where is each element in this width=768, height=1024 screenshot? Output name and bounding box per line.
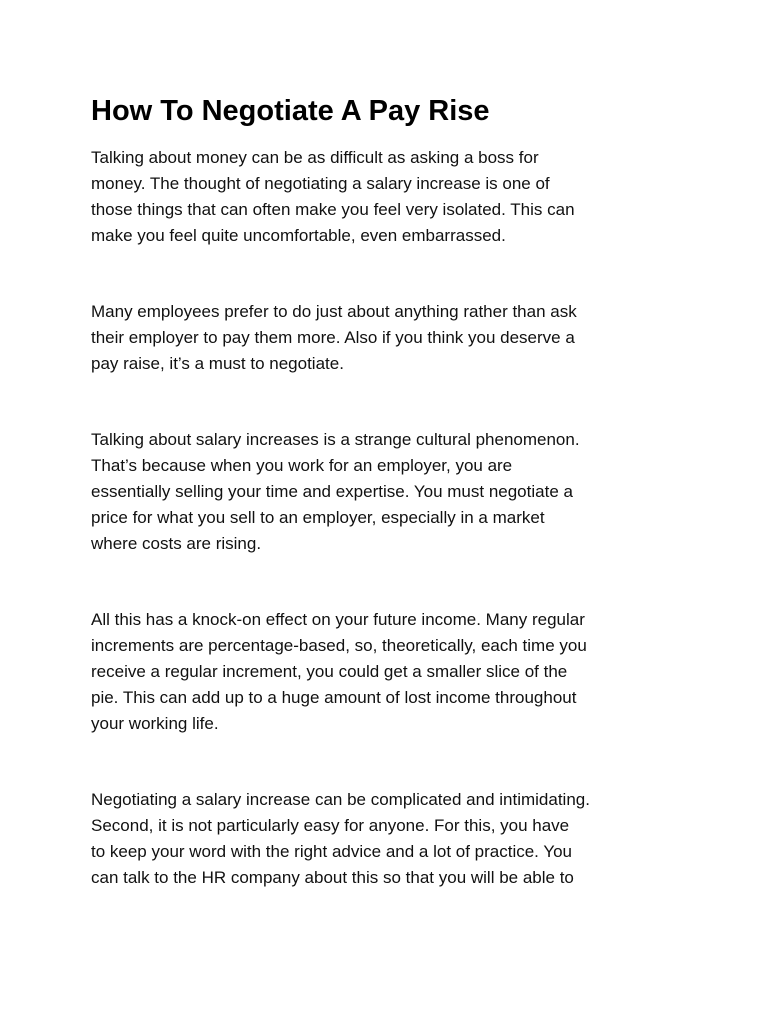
text-line: Second, it is not particularly easy for anyone. For this, you have (91, 816, 570, 835)
paragraph-negotiating-complicated (91, 787, 590, 891)
text-line: pie. This can add up to a huge amount of lost income throughout (91, 688, 577, 707)
text-line: All this has a knock-on effect on your future income. Many regular (91, 610, 585, 629)
text-line: their employer to pay them more. Also if you think you deserve a (91, 328, 575, 347)
paragraph-cultural-phenomenon (91, 427, 580, 557)
paragraph-money-difficulty (91, 145, 575, 249)
document-title: How To Negotiate A Pay Rise (91, 95, 490, 127)
text-line: money. The thought of negotiating a salary increase is one of (91, 174, 550, 193)
text-line: make you feel quite uncomfortable, even embarrassed. (91, 226, 506, 245)
text-line: Talking about salary increases is a strange cultural phenomenon. (91, 430, 580, 449)
text-line: to keep your word with the right advice and a lot of practice. You (91, 842, 573, 861)
paragraph-future-income (91, 607, 587, 737)
text-line: Negotiating a salary increase can be complicated and intimidating. (91, 790, 590, 809)
text-line: can talk to the HR company about this so that you will be able to (91, 868, 574, 887)
text-line: Talking about money can be as difficult as asking a boss for (91, 148, 539, 167)
text-line: price for what you sell to an employer, especially in a market (91, 508, 545, 527)
text-line: pay raise, it’s a must to negotiate. (91, 354, 344, 373)
text-line: your working life. (91, 714, 219, 733)
text-line: Many employees prefer to do just about anything rather than ask (91, 302, 577, 321)
text-line: That’s because when you work for an employer, you are (91, 456, 513, 475)
text-line: essentially selling your time and expertise. You must negotiate a (91, 482, 573, 501)
text-line: where costs are rising. (91, 534, 262, 553)
text-line: increments are percentage-based, so, theoretically, each time you (91, 636, 587, 655)
text-line: receive a regular increment, you could get a smaller slice of the (91, 662, 568, 681)
text-line: those things that can often make you feel very isolated. This can (91, 200, 575, 219)
paragraph-employees-prefer (91, 299, 577, 377)
